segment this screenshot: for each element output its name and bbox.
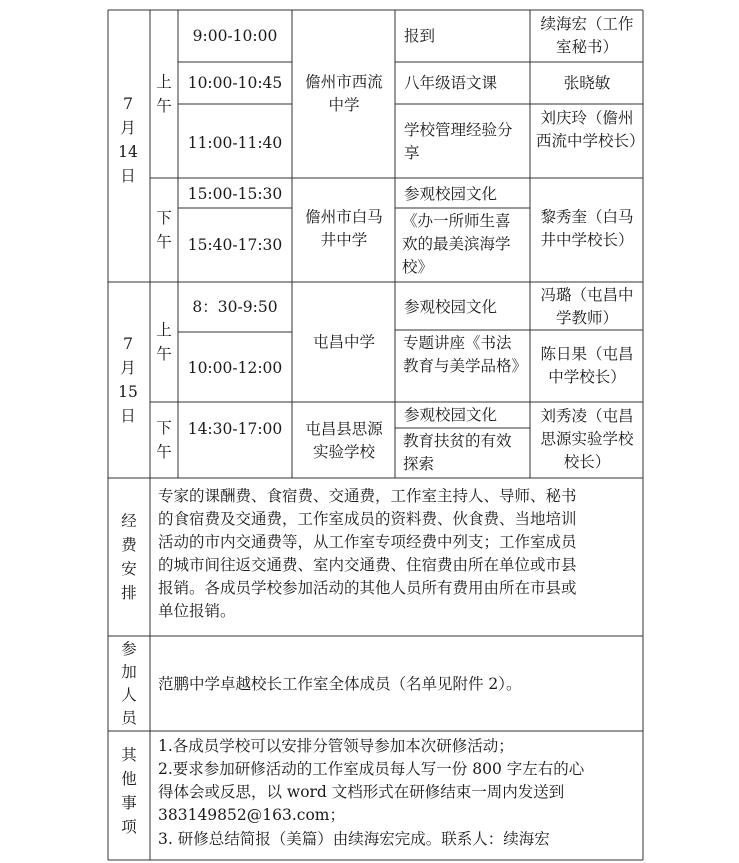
section-label-char: 员 — [121, 709, 137, 727]
participants-text: 范鹏中学卓越校长工作室全体成员（名单见附件 2）。 — [158, 675, 522, 693]
period-char: 下 — [156, 419, 172, 437]
date-char: 7 — [123, 335, 133, 353]
period-char: 午 — [156, 443, 172, 461]
venue-cell: 屯昌县思源实验学校 — [305, 420, 383, 461]
funding-line: 活动的市内交通费等，从工作室专项经费中列支；工作室成员 — [158, 533, 577, 551]
person-cell: 陈日果（屯昌中学校长） — [540, 345, 634, 386]
time-cell: 15:40-17:30 — [187, 236, 283, 254]
date-char: 14 — [118, 143, 138, 161]
other-line: 3. 研修总结简报（美篇）由续海宏完成。联系人：续海宏 — [158, 830, 550, 848]
period-char: 下 — [156, 209, 172, 227]
time-cell: 9:00-10:00 — [192, 27, 278, 45]
activity-cell: 教育扶贫的有效探索 — [403, 432, 512, 473]
period-char: 午 — [156, 345, 172, 363]
section-label-char: 费 — [121, 536, 137, 554]
activity-cell: 参观校园文化 — [404, 298, 498, 316]
time-cell: 11:00-11:40 — [187, 134, 283, 152]
activity-cell: 参观校园文化 — [404, 185, 498, 203]
person-cell: 冯璐（屯昌中学教师） — [540, 286, 634, 327]
section-label-char: 项 — [121, 818, 137, 836]
funding-line: 专家的课酬费、食宿费、交通费，工作室主持人、导师、秘书 — [158, 487, 577, 505]
section-label-char: 其 — [121, 746, 137, 764]
venue-cell: 屯昌中学 — [312, 333, 375, 351]
date-char: 日 — [120, 407, 136, 425]
section-label-char: 参 — [121, 640, 137, 658]
activity-cell: 专题讲座《书法教育与美学品格》 — [403, 334, 528, 375]
venue-cell: 儋州市白马井中学 — [305, 208, 383, 249]
activity-cell: 学校管理经验分享 — [404, 121, 513, 162]
venue-cell: 儋州市西流中学 — [305, 73, 383, 114]
funding-line: 单位报销。 — [158, 602, 236, 620]
time-cell: 10:00-10:45 — [187, 74, 283, 92]
activity-cell: 参观校园文化 — [404, 406, 498, 424]
activity-cell: 报到 — [404, 27, 436, 45]
person-cell: 张晓敏 — [563, 74, 611, 92]
period-char: 上 — [156, 73, 172, 91]
section-label-char: 他 — [121, 770, 137, 788]
activity-cell: 《办一所师生喜欢的最美滨海学校》 — [402, 212, 511, 276]
date-char: 15 — [118, 383, 138, 401]
date-char: 月 — [120, 119, 136, 137]
section-label-char: 排 — [121, 584, 137, 602]
section-label-char: 加 — [121, 663, 137, 681]
section-label-char: 安 — [121, 560, 137, 578]
period-char: 午 — [156, 97, 172, 115]
section-label-char: 事 — [121, 794, 137, 812]
time-cell: 10:00-12:00 — [187, 359, 283, 377]
section-label-char: 经 — [121, 512, 137, 530]
date-char: 日 — [120, 167, 136, 185]
time-cell: 8：30-9:50 — [192, 298, 278, 316]
other-line: 得体会或反思，以 word 文档形式在研修结束一周内发送到 — [158, 783, 565, 801]
section-label-char: 人 — [121, 686, 137, 704]
activity-cell: 八年级语文课 — [404, 74, 498, 92]
date-char: 7 — [123, 95, 133, 113]
other-line: 383149852@163.com； — [158, 806, 345, 824]
other-line: 1.各成员学校可以安排分管领导参加本次研修活动； — [158, 737, 514, 755]
time-cell: 14:30-17:00 — [187, 420, 283, 438]
person-cell: 黎秀奎（白马井中学校长） — [540, 208, 634, 249]
time-cell: 15:00-15:30 — [187, 185, 283, 203]
funding-line: 报销。各成员学校参加活动的其他人员所有费用由所在市县或 — [158, 579, 577, 597]
person-cell: 刘庆玲（儋州西流中学校长） — [536, 109, 645, 150]
period-char: 午 — [156, 233, 172, 251]
person-cell: 刘秀凌（屯昌思源实验学校校长） — [540, 407, 634, 471]
date-char: 月 — [120, 359, 136, 377]
other-line: 2.要求参加研修活动的工作室成员每人写一份 800 字左右的心 — [158, 760, 585, 778]
funding-line: 的城市间往返交通费、室内交通费、住宿费由所在单位或市县 — [158, 556, 577, 574]
period-char: 上 — [156, 321, 172, 339]
funding-line: 的食宿费及交通费，工作室成员的资料费、伙食费、当地培训 — [158, 510, 577, 528]
person-cell: 续海宏（工作室秘书） — [540, 15, 634, 56]
